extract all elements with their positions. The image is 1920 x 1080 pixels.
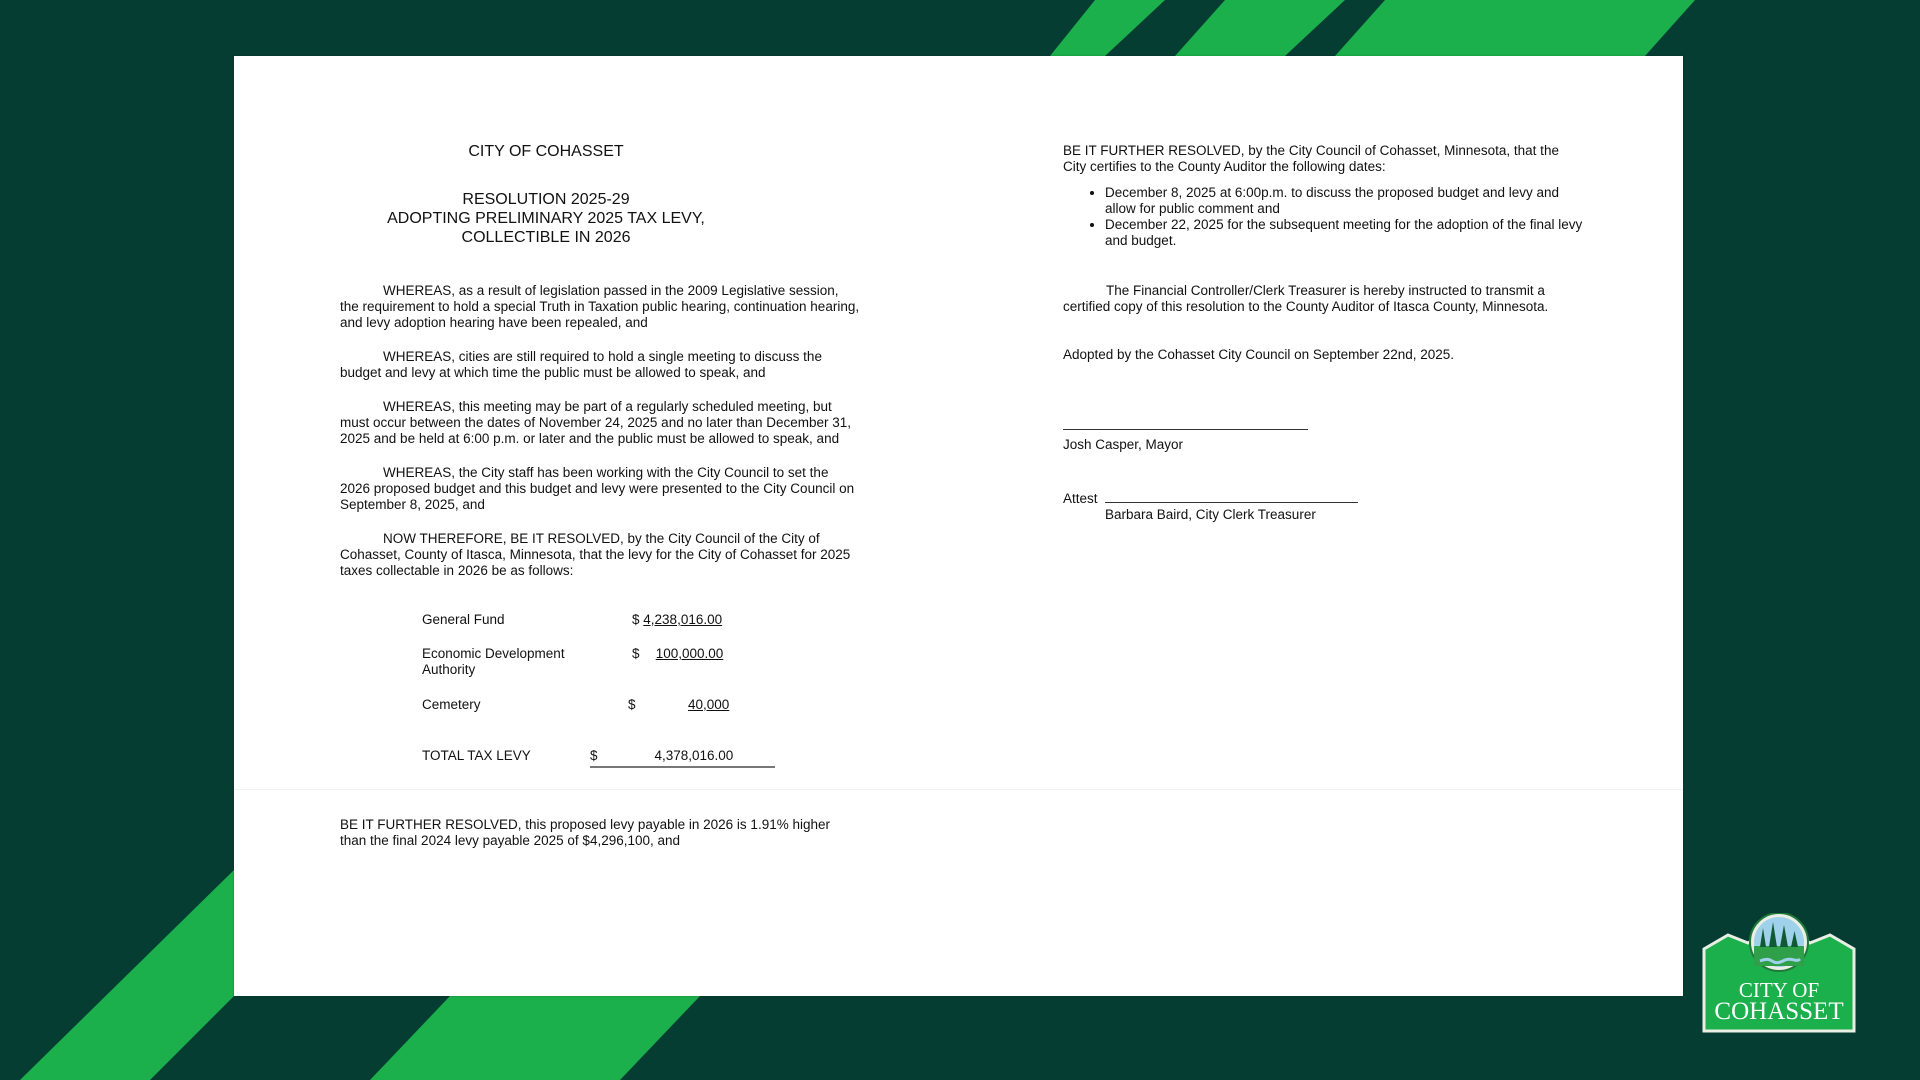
currency-symbol: $ bbox=[628, 697, 636, 712]
levy-table bbox=[340, 579, 860, 764]
amount-value: 4,238,016.00 bbox=[643, 612, 723, 627]
levy-label: General Fund bbox=[422, 612, 505, 627]
currency-symbol: $ bbox=[590, 748, 598, 763]
mayor-signature-line bbox=[1063, 429, 1308, 430]
amount-value: 4,378,016.00 bbox=[654, 748, 734, 763]
resolution-title: ADOPTING PRELIMINARY 2025 TAX LEVY, bbox=[387, 210, 705, 227]
whereas-paragraph: WHEREAS, as a result of legislation passed in the 2009 Legislative session, the requirement to hold a special Truth in Taxation public hearing, continuation hearing, and levy adoption hearing have been repealed, and bbox=[340, 283, 860, 330]
clerk-name: Barbara Baird, City Clerk Treasurer bbox=[1105, 507, 1316, 522]
transmit-paragraph: The Financial Controller/Clerk Treasurer is hereby instructed to transmit a certified copy of this resolution to the County Auditor of Itasca County, Minnesota. bbox=[1063, 283, 1549, 314]
levy-label: Cemetery bbox=[422, 697, 481, 712]
city-heading: CITY OF COHASSET bbox=[468, 143, 624, 160]
date-item: • December 22, 2025 for the subsequent meeting for the adoption of the final levy and budget. bbox=[1105, 217, 1583, 249]
attest-signature-line bbox=[1105, 502, 1358, 503]
signature-block bbox=[1063, 363, 1583, 553]
resolution-number: RESOLUTION 2025-29 bbox=[462, 191, 630, 208]
currency-symbol: $ bbox=[632, 612, 640, 627]
levy-amount bbox=[628, 697, 729, 713]
currency-symbol: $ bbox=[632, 646, 640, 661]
total-label: TOTAL TAX LEVY bbox=[422, 748, 531, 763]
logo-text-line2: COHASSET bbox=[1714, 998, 1844, 1025]
levy-amount bbox=[632, 612, 722, 628]
total-amount bbox=[590, 748, 775, 768]
whereas-paragraph: WHEREAS, this meeting may be part of a regularly scheduled meeting, but must occur between the dates of November 24, 2025 and no later than December 31, 2025 and be held at 6:00 p.m. or later and the public must be allowed to speak, and bbox=[340, 399, 852, 446]
mayor-name: Josh Casper, Mayor bbox=[1063, 437, 1184, 452]
levy-amount bbox=[632, 646, 723, 662]
date-item: • December 8, 2025 at 6:00p.m. to discuss the proposed budget and levy and allow for public comment and bbox=[1105, 185, 1583, 217]
amount-value: 40,000 bbox=[687, 697, 730, 712]
left-page bbox=[340, 142, 860, 849]
now-therefore-paragraph: NOW THEREFORE, BE IT RESOLVED, by the City Council of the City of Cohasset, County of Itasca, Minnesota, that the levy for the City of Cohasset for 2025 taxes collectable in 2026 be as follows: bbox=[340, 531, 851, 578]
further-resolved-paragraph: BE IT FURTHER RESOLVED, this proposed levy payable in 2026 is 1.91% higher than the final 2024 levy payable 2025 of $4,296,100, and bbox=[340, 817, 830, 848]
levy-label: Economic Development Authority bbox=[422, 646, 565, 677]
whereas-paragraph: WHEREAS, the City staff has been working with the City Council to set the 2026 proposed budget and this budget and levy were presented to the City Council on September 8, 2025, and bbox=[340, 465, 855, 512]
further-resolved-paragraph: BE IT FURTHER RESOLVED, by the City Council of Cohasset, Minnesota, that the City certifies to the County Auditor the following dates: bbox=[1063, 143, 1559, 174]
whereas-paragraph: WHEREAS, cities are still required to hold a single meeting to discuss the budget and levy at which time the public must be allowed to speak, and bbox=[340, 349, 822, 380]
amount-value: 100,000.00 bbox=[655, 646, 724, 661]
adopted-statement: Adopted by the Cohasset City Council on September 22nd, 2025. bbox=[1063, 347, 1454, 362]
dates-list bbox=[1063, 185, 1583, 249]
city-logo bbox=[1700, 913, 1858, 1033]
resolution-subtitle: COLLECTIBLE IN 2026 bbox=[461, 229, 631, 246]
resolution-document bbox=[234, 56, 1683, 996]
right-page bbox=[1063, 143, 1583, 553]
attest-label: Attest bbox=[1063, 491, 1098, 506]
logo-text-line1: CITY OF bbox=[1738, 978, 1820, 1002]
